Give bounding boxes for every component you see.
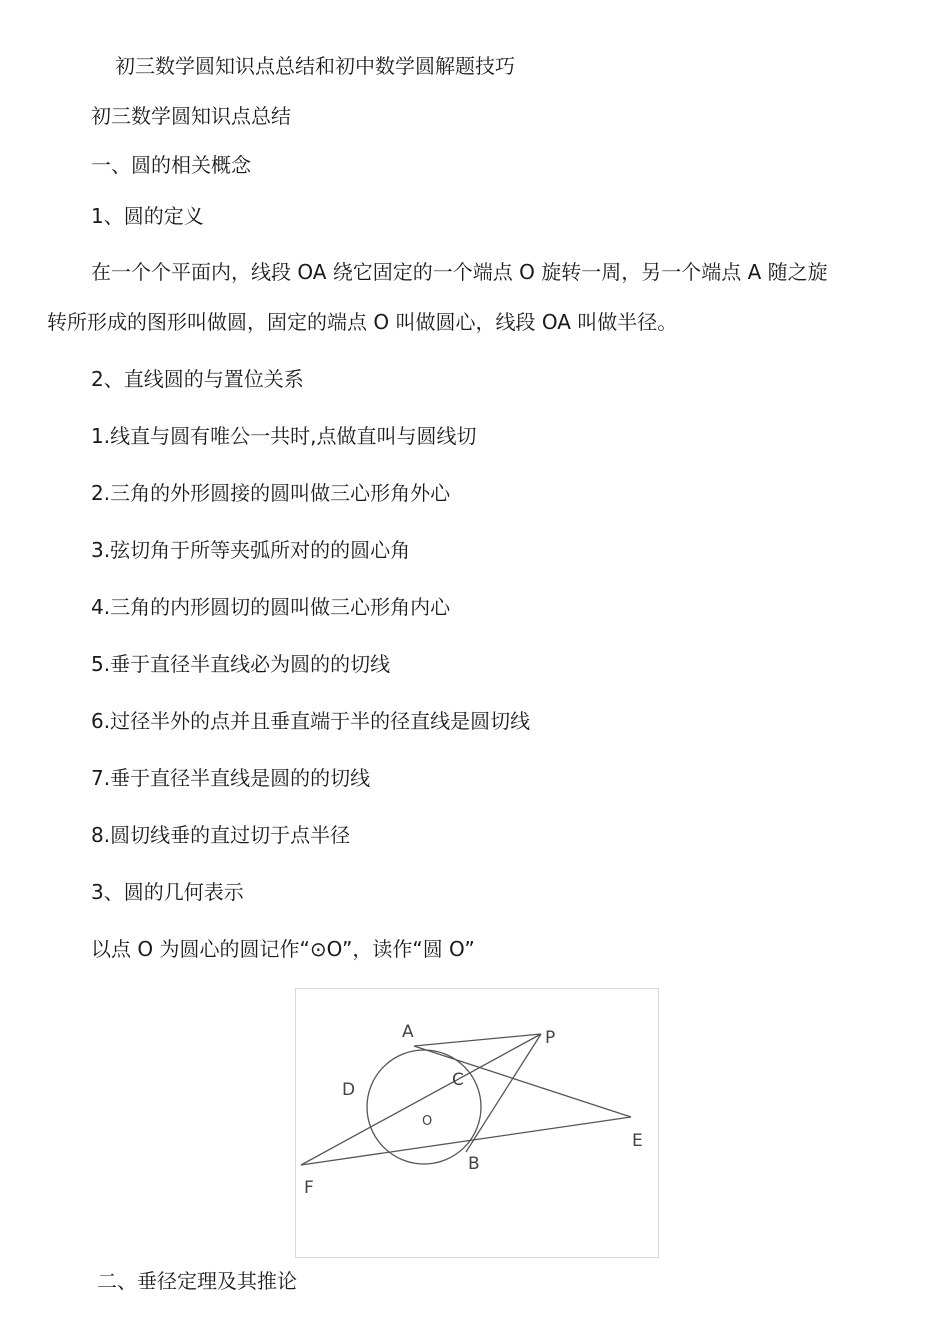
document-subtitle: 初三数学圆知识点总结	[91, 104, 291, 128]
definition-line-2: 转所形成的图形叫做圆，固定的端点 O 叫做圆心，线段 OA 叫做半径。	[47, 310, 678, 334]
list-item: 5.垂于直径半直线必为圆的的切线	[91, 652, 391, 676]
line-a-e	[414, 1046, 631, 1117]
list-item: 1.线直与圆有唯公一共时,点做直叫与圆线切	[91, 424, 477, 448]
circle-tangent-diagram	[296, 989, 658, 1257]
list-item: 2.三角的外形圆接的圆叫做三心形角外心	[91, 481, 451, 505]
label-e: E	[632, 1131, 643, 1151]
sub1-heading: 1、圆的定义	[91, 204, 204, 228]
line-p-b	[466, 1034, 541, 1152]
label-p: P	[545, 1028, 556, 1048]
definition-line-1: 在一个个平面内，线段 OA 绕它固定的一个端点 O 旋转一周，另一个端点 A 随之旋	[91, 260, 828, 284]
label-b: B	[468, 1154, 480, 1174]
section2-heading: 二、垂径定理及其推论	[97, 1269, 297, 1293]
label-o: O	[422, 1114, 433, 1129]
geometry-figure	[295, 988, 659, 1258]
label-a: A	[402, 1022, 414, 1042]
line-f-e	[301, 1117, 631, 1165]
section1-heading: 一、圆的相关概念	[91, 153, 251, 177]
sub3-heading: 3、圆的几何表示	[91, 880, 244, 904]
list-item: 3.弦切角于所等夹弧所对的的圆心角	[91, 538, 411, 562]
label-c: C	[452, 1070, 464, 1090]
list-item: 8.圆切线垂的直过切于点半径	[91, 823, 351, 847]
line-f-p	[301, 1034, 541, 1165]
list-item: 4.三角的内形圆切的圆叫做三心形角内心	[91, 595, 451, 619]
document-title: 初三数学圆知识点总结和初中数学圆解题技巧	[115, 54, 515, 78]
label-f: F	[304, 1178, 314, 1198]
sub2-heading: 2、直线圆的与置位关系	[91, 367, 304, 391]
list-item: 6.过径半外的点并且垂直端于半的径直线是圆切线	[91, 709, 531, 733]
label-d: D	[342, 1080, 356, 1100]
notation-text: 以点 O 为圆心的圆记作“⊙O”，读作“圆 O”	[91, 937, 475, 961]
list-item: 7.垂于直径半直线是圆的的切线	[91, 766, 371, 790]
